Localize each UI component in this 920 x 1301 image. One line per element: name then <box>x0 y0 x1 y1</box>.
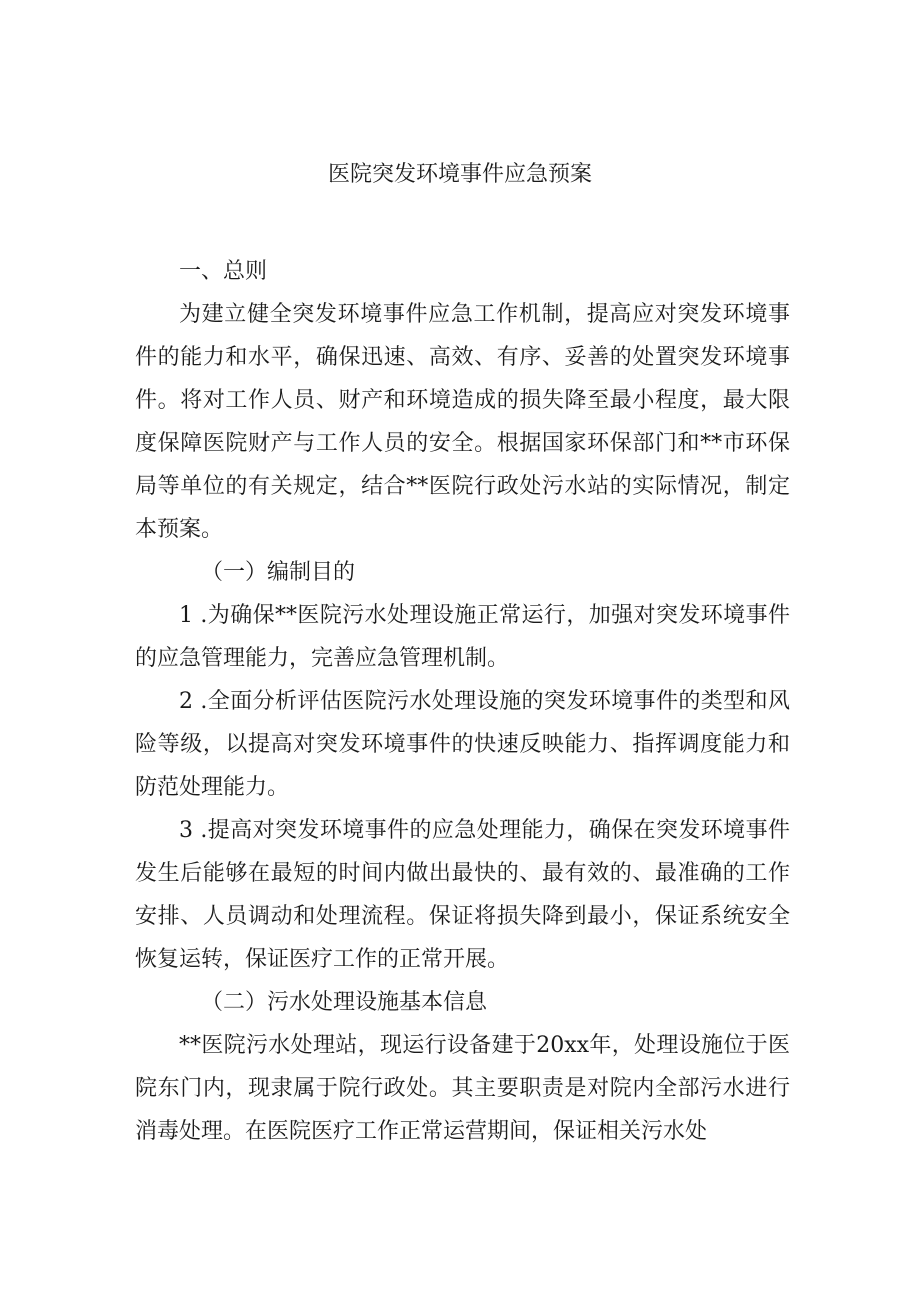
paragraph-purpose-2: 2 .全面分析评估医院污水处理设施的突发环境事件的类型和风险等级，以提高对突发环境事件的快速反映能力、指挥调度能力和防范处理能力。 <box>135 689 790 800</box>
paragraph-purpose-1: 1 .为确保**医院污水处理设施正常运行，加强对突发环境事件的应急管理能力，完善应急管理机制。 <box>135 603 790 671</box>
paragraph-general-intro: 为建立健全突发环境事件应急工作机制，提高应对突发环境事件的能力和水平，确保迅速、高效、有序、妥善的处置突发环境事件。将对工作人员、财产和环境造成的损失降至最小程度，最大限度保障医院财产与工作人员的安全。根据国家环保部门和**市环保局等单位的有关规定，结合**医院行政处污水站的实际情况，制定本预案。 <box>135 302 790 542</box>
paragraph-purpose-3: 3 .提高对突发环境事件的应急处理能力，确保在突发环境事件发生后能够在最短的时间内做出最快的、最有效的、最准确的工作安排、人员调动和处理流程。保证将损失降到最小，保证系统安全恢复运转，保证医疗工作的正常开展。 <box>135 818 790 972</box>
paragraph-facility-info: **医院污水处理站，现运行设备建于20xx年，处理设施位于医院东门内，现隶属于院行政处。其主要职责是对院内全部污水进行消毒处理。在医院医疗工作正常运营期间，保证相关污水处 <box>135 1033 790 1144</box>
subsection-heading-facility-info: （二）污水处理设施基本信息 <box>201 990 488 1015</box>
document-body <box>135 250 790 1153</box>
section-heading-general: 一、总则 <box>179 259 268 284</box>
subsection-heading-purpose: （一）编制目的 <box>201 560 356 585</box>
document-title: 医院突发环境事件应急预案 <box>327 162 592 187</box>
